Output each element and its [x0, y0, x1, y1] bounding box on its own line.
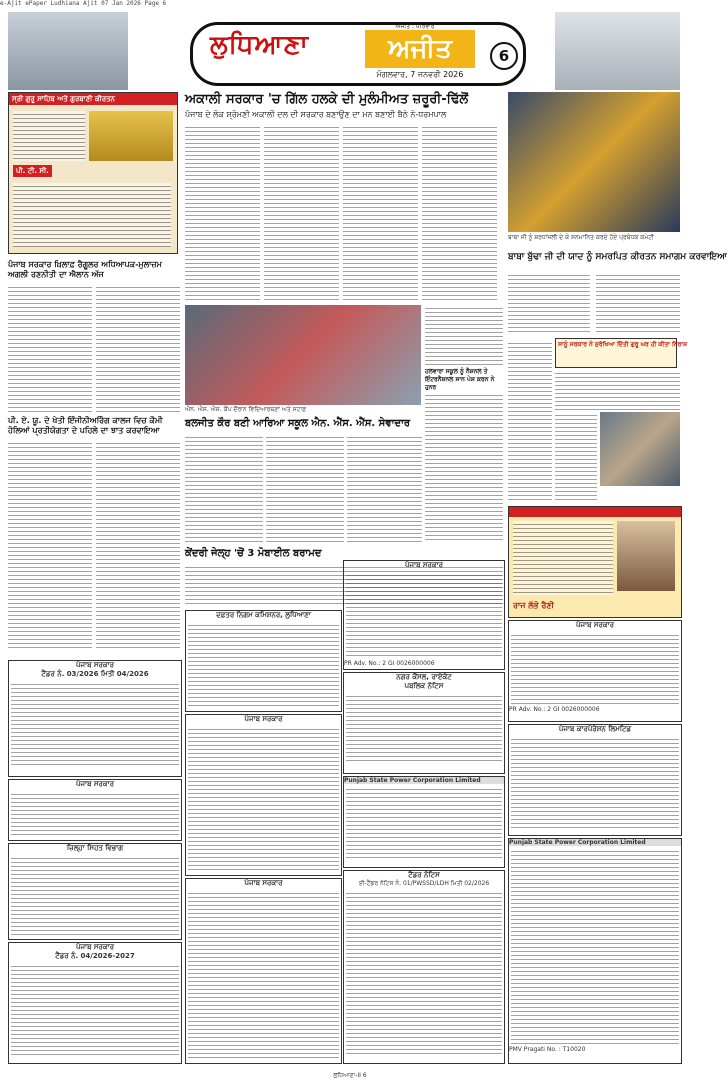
- pspcl-2-footer: PMV Pragati No. : T10020: [509, 1046, 586, 1053]
- tender-3-body: [11, 855, 179, 935]
- notice-8-title: ਪੰਜਾਬ ਕਾਰਪੋਰੇਸ਼ਨ ਲਿਮਟਿਡ: [558, 725, 632, 733]
- obituary-name: ਰਾਜ ਲੱਭੋ ਰੈਣੀ: [513, 601, 554, 610]
- tender-4-body: [11, 963, 179, 1055]
- notice-box-5: [343, 672, 505, 774]
- kirtan-headline: ਬਾਬਾ ਬੁੱਢਾ ਜੀ ਦੀ ਯਾਦ ਨੂੰ ਸਮਰਪਿਤ ਕੀਰਤਨ ਸਮਾਗਮ ਕਰਵਾਇਆ: [508, 252, 727, 262]
- tender-2-govt: ਪੰਜਾਬ ਸਰਕਾਰ: [75, 780, 114, 788]
- tender-1-body: [11, 681, 179, 765]
- masthead-paper: ਅਜੀਤ: [365, 30, 475, 68]
- right-col-a: [508, 340, 552, 500]
- page-number: 6: [490, 42, 518, 70]
- obituary-box: [508, 506, 682, 618]
- left-col-2: [96, 284, 180, 414]
- notice-5-council: ਨਗਰ ਕੌਂਸਲ, ਰਾਏਕੋਟ: [396, 673, 452, 681]
- inset-headline: ਸਾਨੂੰ ਸਰਕਾਰ ਨੇ ਸੁਰੱਖਿਆ ਦਿੱਤੀ ਗੁਰੂ ਘਰ ਹੀ ਕੀਤਾ ਨਿਰਾਸ਼: [558, 341, 688, 348]
- obituary-text: [513, 521, 613, 595]
- left-col-4: [96, 440, 180, 650]
- tender-1-govt: ਪੰਜਾਬ ਸਰਕਾਰ: [75, 661, 114, 669]
- left-col-1: [8, 284, 92, 414]
- notice-6-ref: ਈ-ਟੈਂਡਰ ਨੋਟਿਸ ਨੰ. 01/PWSSD/LDH ਮਿਤੀ 02/2026: [358, 880, 490, 887]
- notice-box-7: [508, 620, 682, 722]
- group-photo-caption: ਐਨ. ਐਸ. ਐਸ. ਕੈਂਪ ਦੌਰਾਨ ਵਿਦਿਆਰਥਣਾਂ ਅਤੇ ਸਟਾਫ਼: [185, 406, 307, 413]
- masthead-date: ਮੰਗਲਵਾਰ, 7 ਜਨਵਰੀ 2026: [376, 70, 464, 79]
- tender-box-2: [8, 779, 182, 841]
- group-photo: [185, 305, 421, 405]
- notice-7-footer: PR Adv. No.: 2 GI 0026000006: [509, 706, 600, 713]
- left-col-3: [8, 440, 92, 650]
- left-headline-1: ਪੰਜਾਬ ਸਰਕਾਰ ਖ਼ਿਲਾਫ਼ ਰੈਗੂਲਰ ਅਧਿਆਪਕ-ਮੁਲਾਜ਼ਮ ਅਗਲੀ ਰਣਨੀਤੀ ਦਾ ਐਲਾਨ ਅੱਜ: [8, 260, 162, 279]
- notice-6-body: [346, 890, 502, 1056]
- golden-temple-photo: [89, 111, 173, 161]
- notice-2-body: [188, 622, 339, 706]
- notice-5-body: [346, 693, 502, 763]
- left-ad-title: ਸ੍ਰੀ ਗੁਰੂ ਸਾਹਿਬ ਅਤੇ ਗੁਰਬਾਣੀ ਕੀਰਤਨ: [9, 93, 177, 105]
- notice-box-8: [508, 724, 682, 836]
- notice-box-4: [185, 878, 342, 1064]
- notice-1-body: [346, 572, 502, 658]
- masthead-left-photo: [8, 12, 128, 90]
- notice-5-title: ਪਬਲਿਕ ਨੋਟਿਸ: [404, 682, 444, 690]
- tender-1-number: ਟੈਂਡਰ ਨੰ. 03/2026 ਮਿਤੀ 04/2026: [41, 670, 149, 678]
- center-col-3: [347, 434, 422, 544]
- main-subheadline: ਪੰਜਾਬ ਦੇ ਲੋਕ ਸ਼੍ਰੋਮਣੀ ਅਕਾਲੀ ਦਲ ਦੀ ਸਰਕਾਰ ਬਣਾਉਣ ਦਾ ਮਨ ਬਣਾਈ ਬੈਠੇ ਨੇ-ਧਰਮਪਾਲ: [185, 110, 447, 119]
- notice-3-body: [188, 726, 339, 870]
- obituary-bar: [509, 507, 681, 517]
- tender-4-number: ਟੈਂਡਰ ਨੰ. 04/2026-2027: [55, 952, 135, 960]
- tender-box-3: [8, 843, 182, 940]
- left-ad-body: [13, 183, 171, 247]
- print-slug: e-Ajit ePaper Ludhiana Ajit 07 Jan 2026 Page 6: [0, 0, 167, 7]
- kirtan-col-2: [596, 272, 680, 334]
- mid-headline-1: ਹਲਵਾਰਾ ਸਕੂਲ ਨੂੰ ਨੈਸ਼ਨਲ ਤੇ ਇੰਟਰਨੈਸ਼ਨਲ ਸ਼ਾਨ ਪੇਸ਼ ਕਰਨ ਨੇ ਹੁਨਰ: [425, 368, 495, 391]
- article-col-2: [264, 124, 339, 302]
- kirtan-col-1: [508, 272, 590, 334]
- left-ad-tag: ਪੀ. ਟੀ. ਸੀ.: [13, 165, 52, 177]
- kirtan-photo-caption: ਬਾਬਾ ਜੀ ਨੂੰ ਸ਼ਰਧਾਂਜਲੀ ਦੇ ਕੇ ਸਨਮਾਨਿਤ ਕਰਦੇ ਹੋਏ ਪ੍ਰਬੰਧਕ ਕਮੇਟੀ: [508, 234, 654, 241]
- right-col-c: [555, 412, 597, 502]
- kirtan-photo: [508, 92, 680, 232]
- pspcl-2-body: [511, 848, 679, 1044]
- tender-3-title: ਜ਼ਿਲ੍ਹਾ ਸਿਹਤ ਵਿਭਾਗ: [66, 844, 124, 852]
- notice-4-body: [188, 890, 339, 1058]
- tender-2-body: [11, 791, 179, 835]
- notice-6-title: ਟੈਂਡਰ ਨੋਟਿਸ: [408, 871, 440, 879]
- notice-1-footer: PR Adv. No.: 2 GI 0026000006: [344, 660, 435, 667]
- notice-3-title: ਪੰਜਾਬ ਸਰਕਾਰ: [244, 715, 283, 723]
- notice-1-title: ਪੰਜਾਬ ਸਰਕਾਰ: [404, 561, 443, 569]
- left-headline-2: ਪੀ. ਏ. ਯੂ. ਦੇ ਖੇਤੀ ਇੰਜੀਨੀਅਰਿੰਗ ਕਾਲਜ ਵਿਚ ਕੌਮੀ ਹੋਲਿਆਂ ਪ੍ਰਤੀਯੋਗਤਾ ਦੇ ਪਹਿਲੇ ਦਾ ਝਾਤ ਕਰਵਾਇਆ: [8, 416, 163, 435]
- left-ad: [8, 92, 178, 254]
- notice-7-title: ਪੰਜਾਬ ਸਰਕਾਰ: [575, 621, 614, 629]
- page-footer: ਲੁਧਿਆਣਾ-II 6: [333, 1072, 367, 1079]
- notice-box-2: [185, 610, 342, 712]
- tender-4-govt: ਪੰਜਾਬ ਸਰਕਾਰ: [75, 943, 114, 951]
- right-small-photo: [600, 412, 680, 486]
- left-ad-text: [13, 111, 85, 161]
- center-col-2: [266, 434, 344, 544]
- notice-8-body: [511, 736, 679, 828]
- pspcl-1-body: [346, 786, 502, 860]
- masthead-tagline: ਅਜੀਤ : ਪਰਿਵਾਰ: [395, 23, 435, 30]
- notice-4-title: ਪੰਜਾਬ ਸਰਕਾਰ: [244, 879, 283, 887]
- tender-box-4: [8, 942, 182, 1064]
- notice-box-6: [343, 870, 505, 1064]
- article-col-4: [422, 124, 497, 302]
- tender-box-1: [8, 660, 182, 777]
- mid-col-2: [425, 392, 503, 542]
- article-col-1: [185, 124, 260, 302]
- obituary-photo: [617, 521, 675, 591]
- notice-7-body: [511, 632, 679, 704]
- main-headline: ਅਕਾਲੀ ਸਰਕਾਰ 'ਚ ਗਿੱਲ ਹਲਕੇ ਦੀ ਮੁਲੰਮੀਅਤ ਜ਼ਰੂਰੀ-ਢਿੱਲੋਂ: [185, 92, 469, 107]
- center-headline-3: ਕੇਂਦਰੀ ਜੇਲ੍ਹ 'ਚੋਂ 3 ਮੋਬਾਈਲ ਬਰਾਮਦ: [185, 548, 322, 559]
- pspcl-box-1: [343, 776, 505, 868]
- center-headline-2: ਬਲਜੀਤ ਕੌਰ ਬਣੀ ਆਰਿਆ ਸਕੂਲ ਐਨ. ਐੱਸ. ਐੱਸ. ਸੇਵਾਦਾਰ: [185, 418, 411, 429]
- masthead-right-photo: [555, 12, 680, 90]
- notice-2-title: ਦਫ਼ਤਰ ਨਿਗਮ ਕਮਿਸ਼ਨਰ, ਲੁਧਿਆਣਾ: [216, 611, 311, 619]
- inset-box: [555, 338, 688, 368]
- notice-box-1: [343, 560, 505, 670]
- mid-col-1: [425, 305, 503, 365]
- pspcl-box-2: [508, 838, 682, 1064]
- notice-box-3: [185, 714, 342, 876]
- article-col-3: [343, 124, 418, 302]
- center-col-1: [185, 434, 263, 544]
- masthead-city: ਲੁਧਿਆਣਾ: [210, 30, 309, 60]
- pspcl-2-title: Punjab State Power Corporation Limited: [509, 839, 681, 846]
- right-col-b: [555, 370, 680, 410]
- pspcl-1-title: Punjab State Power Corporation Limited: [344, 777, 504, 784]
